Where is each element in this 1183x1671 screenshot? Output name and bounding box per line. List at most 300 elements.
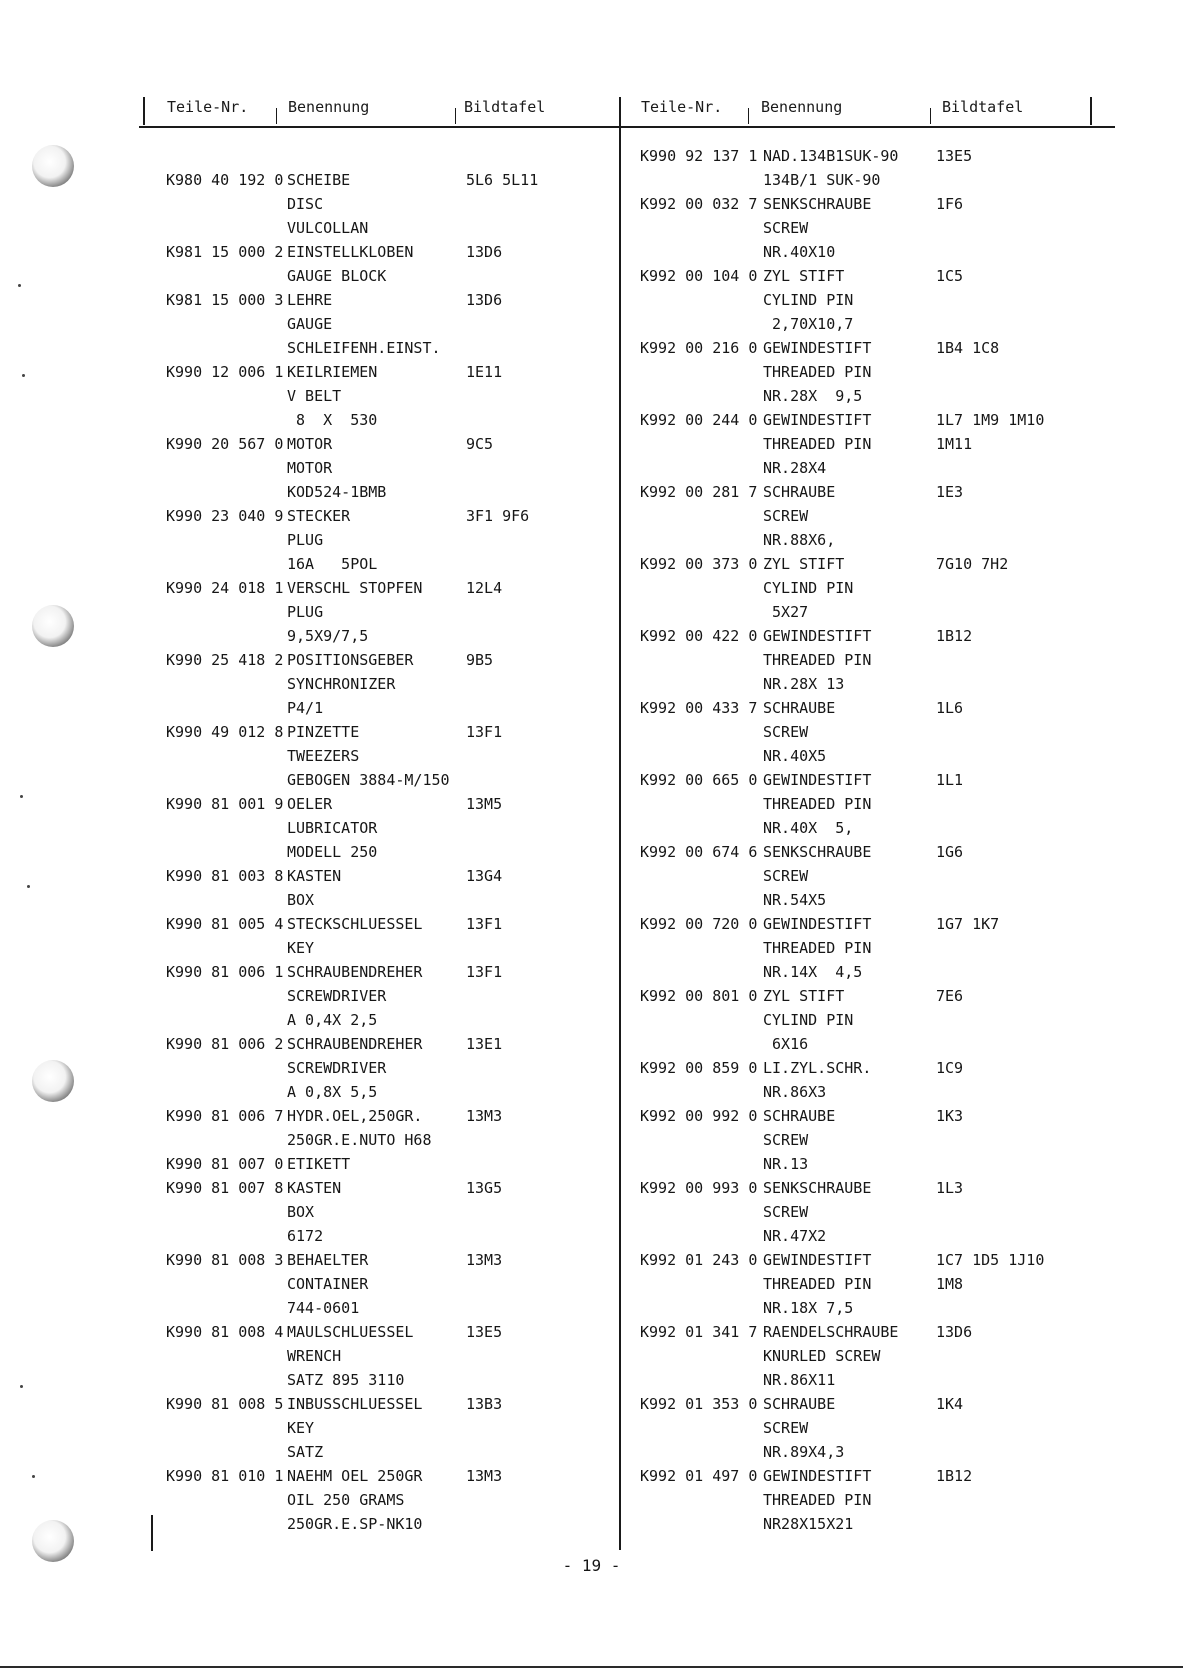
table-row xyxy=(640,216,1110,240)
part-description: KASTEN xyxy=(287,867,342,885)
table-row xyxy=(640,168,1110,192)
scan-speck xyxy=(20,1385,23,1388)
part-description: 2,70X10,7 xyxy=(763,315,854,333)
part-description: ZYL STIFT xyxy=(763,555,845,573)
part-description: KNURLED SCREW xyxy=(763,1347,881,1365)
part-description: RAENDELSCHRAUBE xyxy=(763,1323,899,1341)
part-description: POSITIONSGEBER xyxy=(287,651,414,669)
table-row xyxy=(166,1488,636,1512)
table-row xyxy=(640,360,1110,384)
table-row xyxy=(166,192,636,216)
table-row xyxy=(166,1512,636,1536)
part-number: K992 00 859 0 xyxy=(640,1059,758,1077)
part-description: MOTOR xyxy=(287,435,333,453)
table-row xyxy=(640,888,1110,912)
part-number: K992 00 674 6 xyxy=(640,843,758,861)
table-row xyxy=(640,1152,1110,1176)
part-number: K990 81 007 0 xyxy=(166,1155,284,1173)
table-row xyxy=(166,1440,636,1464)
table-row xyxy=(640,528,1110,552)
part-description: THREADED PIN xyxy=(763,435,872,453)
part-number: K990 49 012 8 xyxy=(166,723,284,741)
part-description: 6172 xyxy=(287,1227,324,1245)
part-description: SCREW xyxy=(763,723,809,741)
part-description: MODELL 250 xyxy=(287,843,378,861)
table-row xyxy=(166,432,636,456)
part-description: GEWINDESTIFT xyxy=(763,1467,872,1485)
part-description: NR.14X 4,5 xyxy=(763,963,863,981)
part-description: GEWINDESTIFT xyxy=(763,1251,872,1269)
part-number: K990 81 008 5 xyxy=(166,1395,284,1413)
table-row xyxy=(166,1128,636,1152)
plate-reference: 1E11 xyxy=(466,363,503,381)
table-row xyxy=(640,864,1110,888)
part-description: ETIKETT xyxy=(287,1155,351,1173)
part-description: OELER xyxy=(287,795,333,813)
table-row xyxy=(640,1344,1110,1368)
plate-reference: 13F1 xyxy=(466,723,503,741)
part-number: K990 81 006 2 xyxy=(166,1035,284,1053)
part-number: K992 00 720 0 xyxy=(640,915,758,933)
plate-reference: 1L1 xyxy=(936,771,964,789)
plate-reference: 9C5 xyxy=(466,435,494,453)
part-description: OIL 250 GRAMS xyxy=(287,1491,405,1509)
part-number: K992 00 433 7 xyxy=(640,699,758,717)
table-row xyxy=(640,1512,1110,1536)
table-row xyxy=(166,624,636,648)
punch-hole-1 xyxy=(32,145,74,187)
plate-reference: 3F1 9F6 xyxy=(466,507,530,525)
part-description: SYNCHRONIZER xyxy=(287,675,396,693)
part-description: V BELT xyxy=(287,387,342,405)
part-description: NR.40X10 xyxy=(763,243,836,261)
plate-reference: 1L3 xyxy=(936,1179,964,1197)
plate-reference: 1B12 xyxy=(936,627,973,645)
part-description: SCHRAUBE xyxy=(763,1107,836,1125)
table-row xyxy=(640,984,1110,1008)
table-row xyxy=(640,552,1110,576)
header-description: Benennung xyxy=(288,98,370,116)
part-description: NR.40X 5, xyxy=(763,819,854,837)
table-row xyxy=(166,1296,636,1320)
part-description: SENKSCHRAUBE xyxy=(763,195,872,213)
table-row xyxy=(166,264,636,288)
table-row xyxy=(166,672,636,696)
plate-reference: 12L4 xyxy=(466,579,503,597)
table-row xyxy=(640,1128,1110,1152)
table-row xyxy=(640,912,1110,936)
part-number: K981 15 000 3 xyxy=(166,291,284,309)
table-row xyxy=(640,1296,1110,1320)
part-number: K990 81 008 3 xyxy=(166,1251,284,1269)
part-description: NR.88X6, xyxy=(763,531,836,549)
part-description: GAUGE xyxy=(287,315,333,333)
part-description: SCHRAUBE xyxy=(763,483,836,501)
table-row xyxy=(640,264,1110,288)
part-description: TWEEZERS xyxy=(287,747,360,765)
table-row xyxy=(166,1368,636,1392)
table-row xyxy=(640,1440,1110,1464)
plate-reference: 13E1 xyxy=(466,1035,503,1053)
part-description: BOX xyxy=(287,891,315,909)
part-number: K992 00 993 0 xyxy=(640,1179,758,1197)
table-row xyxy=(166,816,636,840)
table-row xyxy=(166,744,636,768)
part-description: HYDR.OEL,250GR. xyxy=(287,1107,423,1125)
part-description: A 0,4X 2,5 xyxy=(287,1011,378,1029)
table-row xyxy=(640,840,1110,864)
table-row xyxy=(166,648,636,672)
table-row xyxy=(166,1080,636,1104)
table-row xyxy=(166,1032,636,1056)
part-description: 8 X 530 xyxy=(287,411,378,429)
part-description: SATZ 895 3110 xyxy=(287,1371,405,1389)
plate-reference: 7E6 xyxy=(936,987,964,1005)
table-row xyxy=(166,1248,636,1272)
part-description: NAEHM OEL 250GR xyxy=(287,1467,423,1485)
table-row xyxy=(166,1008,636,1032)
table-row xyxy=(640,1368,1110,1392)
table-row xyxy=(640,672,1110,696)
table-row xyxy=(166,864,636,888)
part-description: CYLIND PIN xyxy=(763,1011,854,1029)
table-row xyxy=(640,192,1110,216)
table-row xyxy=(640,1080,1110,1104)
header-tick xyxy=(930,108,931,124)
part-number: K980 40 192 0 xyxy=(166,171,284,189)
part-description: NAD.134B1SUK-90 xyxy=(763,147,899,165)
table-row xyxy=(640,1392,1110,1416)
table-row xyxy=(640,1248,1110,1272)
part-number: K990 20 567 0 xyxy=(166,435,284,453)
table-row xyxy=(640,1104,1110,1128)
part-number: K992 01 353 0 xyxy=(640,1395,758,1413)
part-description: GEWINDESTIFT xyxy=(763,339,872,357)
table-border-right xyxy=(1090,97,1092,125)
plate-reference: 1C7 1D5 1J10 xyxy=(936,1251,1045,1269)
plate-reference: 13E5 xyxy=(466,1323,503,1341)
plate-reference: 13M3 xyxy=(466,1107,503,1125)
plate-reference: 13G5 xyxy=(466,1179,503,1197)
part-description: MOTOR xyxy=(287,459,333,477)
table-row xyxy=(166,576,636,600)
part-description: NR.18X 7,5 xyxy=(763,1299,854,1317)
part-description: SCREW xyxy=(763,867,809,885)
punch-hole-3 xyxy=(32,1060,74,1102)
part-description: SCHLEIFENH.EINST. xyxy=(287,339,441,357)
part-number: K992 00 801 0 xyxy=(640,987,758,1005)
part-number: K990 81 006 7 xyxy=(166,1107,284,1125)
table-row xyxy=(640,144,1110,168)
part-description: SCREW xyxy=(763,1203,809,1221)
plate-reference: 1C5 xyxy=(936,267,964,285)
table-row xyxy=(640,432,1110,456)
part-description: NR.40X5 xyxy=(763,747,827,765)
part-description: SCREWDRIVER xyxy=(287,1059,387,1077)
table-row xyxy=(640,312,1110,336)
part-description: 250GR.E.NUTO H68 xyxy=(287,1131,432,1149)
part-description: THREADED PIN xyxy=(763,795,872,813)
table-row xyxy=(640,480,1110,504)
table-row xyxy=(166,936,636,960)
part-description: NR.86X11 xyxy=(763,1371,836,1389)
plate-reference: 13M3 xyxy=(466,1251,503,1269)
part-description: THREADED PIN xyxy=(763,363,872,381)
table-row xyxy=(166,1152,636,1176)
header-tick xyxy=(276,108,277,124)
part-description: A 0,8X 5,5 xyxy=(287,1083,378,1101)
part-description: EINSTELLKLOBEN xyxy=(287,243,414,261)
table-row xyxy=(166,696,636,720)
part-description: SCHEIBE xyxy=(287,171,351,189)
part-number: K992 01 341 7 xyxy=(640,1323,758,1341)
header-plate: Bildtafel xyxy=(464,98,546,116)
part-description: KEY xyxy=(287,1419,315,1437)
table-row xyxy=(640,816,1110,840)
table-row xyxy=(166,408,636,432)
part-number: K990 25 418 2 xyxy=(166,651,284,669)
part-number: K981 15 000 2 xyxy=(166,243,284,261)
part-description: SENKSCHRAUBE xyxy=(763,843,872,861)
part-description: CYLIND PIN xyxy=(763,291,854,309)
part-number: K990 81 003 8 xyxy=(166,867,284,885)
header-rule xyxy=(139,126,1115,128)
table-row xyxy=(166,1176,636,1200)
part-description: THREADED PIN xyxy=(763,939,872,957)
part-description: PLUG xyxy=(287,603,324,621)
part-description: SCHRAUBENDREHER xyxy=(287,963,423,981)
part-description: KEILRIEMEN xyxy=(287,363,378,381)
left-parts-list xyxy=(166,168,636,1536)
part-description: INBUSSCHLUESSEL xyxy=(287,1395,423,1413)
plate-reference: 1M8 xyxy=(936,1275,964,1293)
table-row xyxy=(640,1008,1110,1032)
part-description: THREADED PIN xyxy=(763,1275,872,1293)
table-row xyxy=(640,504,1110,528)
table-row xyxy=(640,768,1110,792)
table-row xyxy=(166,960,636,984)
plate-reference: 13M5 xyxy=(466,795,503,813)
table-row xyxy=(640,1032,1110,1056)
table-row xyxy=(166,1392,636,1416)
table-row xyxy=(166,312,636,336)
part-description: 744-0601 xyxy=(287,1299,360,1317)
part-description: SCREW xyxy=(763,219,809,237)
part-number: K990 81 007 8 xyxy=(166,1179,284,1197)
part-description: NR.28X 9,5 xyxy=(763,387,863,405)
table-row xyxy=(166,456,636,480)
part-description: NR.89X4,3 xyxy=(763,1443,845,1461)
part-number: K990 12 006 1 xyxy=(166,363,284,381)
part-number: K990 23 040 9 xyxy=(166,507,284,525)
part-description: THREADED PIN xyxy=(763,1491,872,1509)
table-row xyxy=(166,336,636,360)
header-description: Benennung xyxy=(761,98,843,116)
part-description: CYLIND PIN xyxy=(763,579,854,597)
part-description: SCREWDRIVER xyxy=(287,987,387,1005)
plate-reference: 13E5 xyxy=(936,147,973,165)
scan-bottom-edge xyxy=(0,1666,1183,1668)
part-description: ZYL STIFT xyxy=(763,987,845,1005)
part-description: MAULSCHLUESSEL xyxy=(287,1323,414,1341)
part-description: VULCOLLAN xyxy=(287,219,369,237)
left-column-rule xyxy=(151,1515,153,1551)
part-number: K992 00 665 0 xyxy=(640,771,758,789)
part-description: NR.13 xyxy=(763,1155,809,1173)
table-row xyxy=(640,1464,1110,1488)
part-description: NR.86X3 xyxy=(763,1083,827,1101)
table-row xyxy=(166,792,636,816)
part-number: K992 01 243 0 xyxy=(640,1251,758,1269)
table-row xyxy=(640,744,1110,768)
table-row xyxy=(166,1056,636,1080)
part-description: DISC xyxy=(287,195,324,213)
part-number: K990 92 137 1 xyxy=(640,147,758,165)
scan-speck xyxy=(22,374,25,377)
table-row xyxy=(166,1200,636,1224)
table-row xyxy=(640,240,1110,264)
table-row xyxy=(640,936,1110,960)
plate-reference: 13D6 xyxy=(466,243,503,261)
part-number: K990 81 001 9 xyxy=(166,795,284,813)
part-description: BEHAELTER xyxy=(287,1251,369,1269)
table-row xyxy=(166,1224,636,1248)
table-row xyxy=(166,1464,636,1488)
part-number: K992 00 422 0 xyxy=(640,627,758,645)
table-row xyxy=(166,504,636,528)
right-parts-list xyxy=(640,144,1110,1536)
plate-reference: 1M11 xyxy=(936,435,973,453)
table-row xyxy=(640,600,1110,624)
plate-reference: 1E3 xyxy=(936,483,964,501)
table-row xyxy=(166,360,636,384)
table-row xyxy=(166,720,636,744)
part-number: K992 00 373 0 xyxy=(640,555,758,573)
part-number: K992 01 497 0 xyxy=(640,1467,758,1485)
part-description: NR.28X4 xyxy=(763,459,827,477)
part-number: K990 24 018 1 xyxy=(166,579,284,597)
table-row xyxy=(640,696,1110,720)
part-description: LEHRE xyxy=(287,291,333,309)
table-row xyxy=(166,600,636,624)
table-row xyxy=(166,240,636,264)
plate-reference: 13F1 xyxy=(466,915,503,933)
part-description: 5X27 xyxy=(763,603,809,621)
part-description: GEWINDESTIFT xyxy=(763,915,872,933)
table-row xyxy=(640,1488,1110,1512)
part-description: ZYL STIFT xyxy=(763,267,845,285)
part-number: K990 81 006 1 xyxy=(166,963,284,981)
part-description: KASTEN xyxy=(287,1179,342,1197)
table-row xyxy=(640,1224,1110,1248)
part-description: BOX xyxy=(287,1203,315,1221)
table-row xyxy=(166,552,636,576)
part-description: SCHRAUBE xyxy=(763,699,836,717)
scan-speck xyxy=(18,284,21,287)
header-plate: Bildtafel xyxy=(942,98,1024,116)
plate-reference: 13B3 xyxy=(466,1395,503,1413)
part-description: VERSCHL STOPFEN xyxy=(287,579,423,597)
part-number: K992 00 216 0 xyxy=(640,339,758,357)
table-row xyxy=(166,384,636,408)
table-row xyxy=(640,1416,1110,1440)
part-description: SATZ xyxy=(287,1443,324,1461)
part-description: THREADED PIN xyxy=(763,651,872,669)
plate-reference: 1L7 1M9 1M10 xyxy=(936,411,1045,429)
part-description: CONTAINER xyxy=(287,1275,369,1293)
plate-reference: 13D6 xyxy=(936,1323,973,1341)
part-description: SCREW xyxy=(763,1419,809,1437)
table-row xyxy=(166,168,636,192)
part-description: SCREW xyxy=(763,507,809,525)
part-description: 6X16 xyxy=(763,1035,809,1053)
table-row xyxy=(640,384,1110,408)
plate-reference: 1B12 xyxy=(936,1467,973,1485)
part-description: WRENCH xyxy=(287,1347,342,1365)
part-description: LI.ZYL.SCHR. xyxy=(763,1059,872,1077)
table-row xyxy=(640,624,1110,648)
part-description: KOD524-1BMB xyxy=(287,483,387,501)
header-part-number: Teile-Nr. xyxy=(641,98,723,116)
part-description: SCHRAUBENDREHER xyxy=(287,1035,423,1053)
plate-reference: 7G10 7H2 xyxy=(936,555,1009,573)
part-description: SCREW xyxy=(763,1131,809,1149)
part-description: PLUG xyxy=(287,531,324,549)
part-description: 250GR.E.SP-NK10 xyxy=(287,1515,423,1533)
punch-hole-2 xyxy=(32,605,74,647)
part-number: K990 81 005 4 xyxy=(166,915,284,933)
part-description: SENKSCHRAUBE xyxy=(763,1179,872,1197)
page-number: - 19 - xyxy=(562,1556,621,1575)
plate-reference: 9B5 xyxy=(466,651,494,669)
part-number: K990 81 010 1 xyxy=(166,1467,284,1485)
table-row xyxy=(166,984,636,1008)
part-number: K992 00 281 7 xyxy=(640,483,758,501)
plate-reference: 1C9 xyxy=(936,1059,964,1077)
table-row xyxy=(166,1104,636,1128)
part-description: GEWINDESTIFT xyxy=(763,771,872,789)
table-row xyxy=(166,528,636,552)
part-description: STECKSCHLUESSEL xyxy=(287,915,423,933)
plate-reference: 13G4 xyxy=(466,867,503,885)
plate-reference: 1B4 1C8 xyxy=(936,339,1000,357)
table-row xyxy=(640,288,1110,312)
table-row xyxy=(166,840,636,864)
plate-reference: 1G7 1K7 xyxy=(936,915,1000,933)
table-row xyxy=(166,888,636,912)
part-description: STECKER xyxy=(287,507,351,525)
part-description: GEWINDESTIFT xyxy=(763,627,872,645)
table-row xyxy=(640,648,1110,672)
part-description: NR.54X5 xyxy=(763,891,827,909)
part-description: GEBOGEN 3884-M/150 xyxy=(287,771,450,789)
table-row xyxy=(640,720,1110,744)
part-number: K992 00 992 0 xyxy=(640,1107,758,1125)
part-description: NR28X15X21 xyxy=(763,1515,854,1533)
header-tick xyxy=(748,108,749,124)
plate-reference: 13M3 xyxy=(466,1467,503,1485)
plate-reference: 1G6 xyxy=(936,843,964,861)
table-border-left xyxy=(143,97,145,125)
part-description: P4/1 xyxy=(287,699,324,717)
table-row xyxy=(640,1056,1110,1080)
part-description: 134B/1 SUK-90 xyxy=(763,171,881,189)
part-description: 16A 5POL xyxy=(287,555,378,573)
plate-reference: 1K4 xyxy=(936,1395,964,1413)
scan-speck xyxy=(27,885,30,888)
table-row xyxy=(640,1200,1110,1224)
table-row xyxy=(640,336,1110,360)
